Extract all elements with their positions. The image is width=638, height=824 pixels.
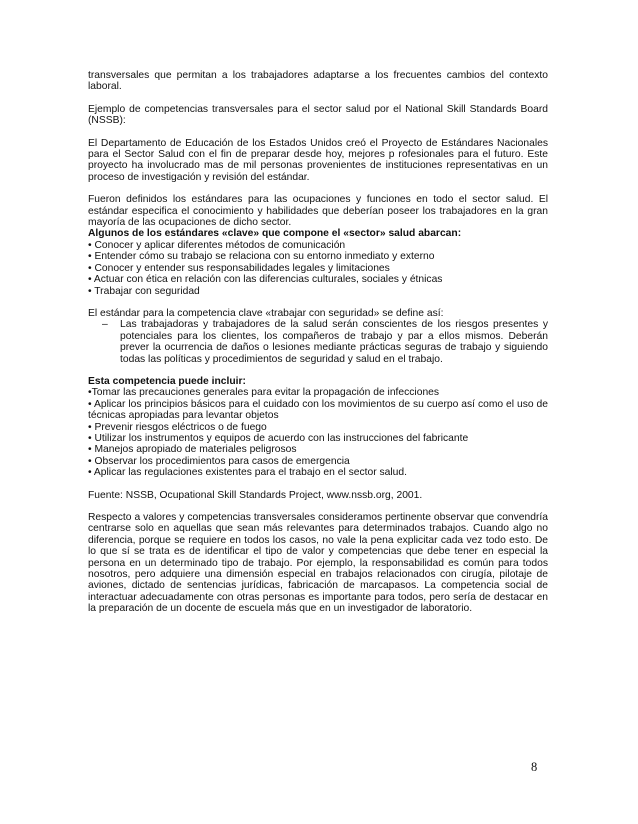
list-item: • Actuar con ética en relación con las diferencias culturales, sociales y étnicas: [88, 274, 443, 286]
paragraph-intro: transversales que permitan a los trabajadores adaptarse a los frecuentes cambios del contexto laboral.: [88, 70, 548, 93]
list-item: • Observar los procedimientos para casos de emergencia: [88, 455, 350, 467]
page-number: 8: [531, 760, 538, 774]
competence-list: [88, 387, 548, 478]
paragraph-safety-definition: El estándar para la competencia clave «trabajar con seguridad» se define así:: [88, 307, 444, 319]
paragraph-nssb-example: Ejemplo de competencias transversales para el sector salud por el National Skill Standards Board (NSSB):: [88, 103, 548, 127]
source-citation: Fuente: NSSB, Ocupational Skill Standards Project, www.nssb.org, 2001.: [88, 489, 423, 501]
dash-list: [88, 319, 548, 365]
list-item: • Entender cómo su trabajo se relaciona con su entorno inmediato y externo: [88, 251, 435, 263]
paragraph-standards: Fueron definidos los estándares para las ocupaciones y funciones en todo el sector salud. El estándar especifica el conocimiento y habilidades que deberían poseer los trabajadores en la gran mayoría de las ocupaciones de dicho sector.: [88, 194, 548, 229]
list-item: • Aplicar los principios básicos para el cuidado con los movimientos de su cuerpo así como el uso de técnicas apropiadas para levantar objetos: [88, 398, 548, 422]
list-item: • Aplicar las regulaciones existentes para el trabajo en el sector salud.: [88, 467, 407, 479]
paragraph-department: El Departamento de Educación de los Estados Unidos creó el Proyecto de Estándares Nacionales para el Sector Salud con el fin de preparar desde hoy, mejores p rofesionales para el futuro. Este proyecto ha involucrado mas de mil personas provenientes de instituciones representativas en un proceso de investigación y revisión del estándar.: [88, 137, 548, 183]
dash-item: – Las trabajadoras y trabajadores de la salud serán conscientes de los riesgos presentes y potenciales para los clientes, los compañeros de trabajo y par a ellos mismos. Deberán prever la ocurrencia de daños o lesiones mediante prácticas seguras de trabajo y siguiendo todas las políticas y procedimientos de seguridad y salud en el trabajo.: [88, 319, 548, 365]
list-item: • Trabajar con seguridad: [88, 285, 200, 297]
paragraph-values: Respecto a valores y competencias transversales consideramos pertinente observar que convendría centrarse solo en aquellas que sean más relevantes para determinados trabajos. Cuando algo no diferencia, porque se requiere en todos los casos, no vale la pena explicitar cada vez todo esto. De lo que sí se trata es de identificar el tipo de valor y competencias que debe tener en especial la persona en un determinado tipo de trabajo. Por ejemplo, la responsabilidad es común para todos nosotros, pero adquiere una dimensión especial en trabajos relacionados con cirugía, pilotaje de aviones, dictado de sentencias jurídicas, fabricación de marcapasos. La competencia social de interactuar adecuadamente con otras personas es importante para todos, pero sería de destacar en la preparación de un docente de escuela más que en un investigador de laboratorio.: [88, 512, 548, 615]
list-item: • Prevenir riesgos eléctricos o de fuego: [88, 421, 267, 433]
list-item: • Conocer y entender sus responsabilidades legales y limitaciones: [88, 262, 390, 274]
competence-section: [88, 376, 548, 479]
safety-definition: [88, 308, 548, 365]
competence-heading: Esta competencia puede incluir:: [88, 375, 246, 387]
standards-heading: Algunos de los estándares «clave» que compone el «sector» salud abarcan:: [88, 228, 462, 240]
standards-section: [88, 194, 548, 297]
page-content: [88, 70, 548, 626]
list-item: • Manejos apropiado de materiales peligrosos: [88, 444, 297, 456]
list-item: • Conocer y aplicar diferentes métodos de comunicación: [88, 239, 346, 251]
standards-list: [88, 240, 548, 297]
list-item: •Tomar las precauciones generales para evitar la propagación de infecciones: [88, 387, 440, 399]
list-item: • Utilizar los instrumentos y equipos de acuerdo con las instrucciones del fabricante: [88, 432, 469, 444]
